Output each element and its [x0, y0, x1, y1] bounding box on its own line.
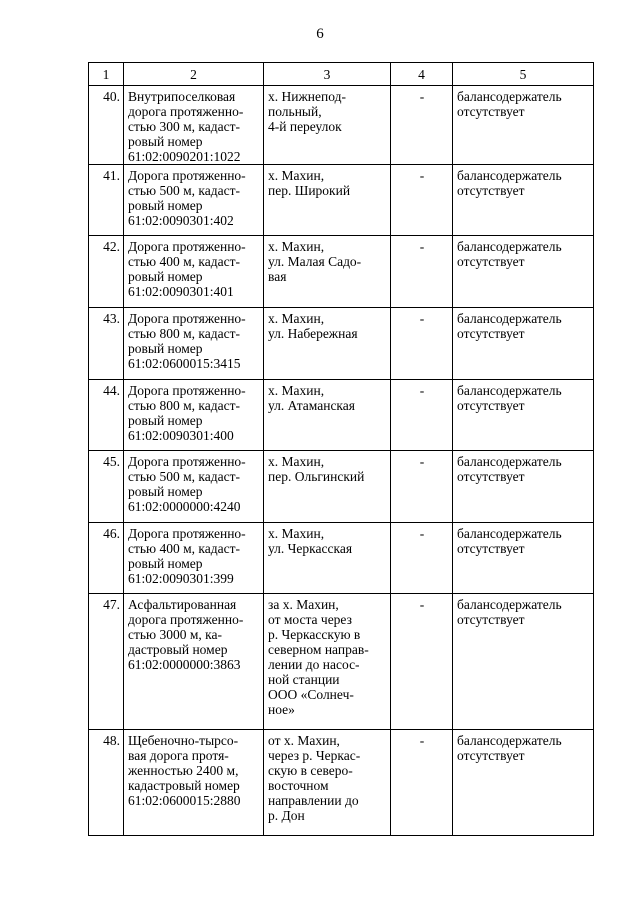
road-location-line: р. Дон [268, 808, 305, 823]
road-location-line: лении до насос- [268, 657, 360, 672]
column-header-4: 4 [391, 63, 453, 86]
road-description-line: Дорога протяженно- [128, 454, 246, 469]
table-row [89, 165, 594, 236]
page-number: 6 [316, 26, 324, 42]
road-description-line: 61:02:0090301:402 [128, 213, 234, 228]
road-description-line: Асфальтированная [128, 597, 237, 612]
road-location-line: ул. Черкасская [268, 541, 353, 556]
road-description [124, 308, 264, 380]
column-header-2: 2 [124, 63, 264, 86]
owner-cell: - [391, 380, 453, 451]
road-location [264, 730, 391, 836]
holder-status-line: отсутствует [457, 326, 525, 341]
road-description-line: 61:02:0090301:401 [128, 284, 234, 299]
road-registry-table [88, 62, 594, 836]
road-description-line: 61:02:0000000:3863 [128, 657, 241, 672]
road-description-line: 61:02:0000000:4240 [128, 499, 241, 514]
table-header-row [89, 63, 594, 86]
road-location-line: за х. Махин, [268, 597, 339, 612]
holder-status-line: балансодержатель [457, 89, 562, 104]
road-location-line: х. Махин, [268, 454, 325, 469]
holder-status-line: отсутствует [457, 612, 525, 627]
owner-cell: - [391, 308, 453, 380]
row-number: 42. [89, 236, 124, 308]
road-location-line: р. Черкасскую в [268, 627, 361, 642]
holder-status [453, 236, 594, 308]
row-number: 47. [89, 594, 124, 730]
holder-status-line: балансодержатель [457, 454, 562, 469]
road-location [264, 380, 391, 451]
road-description-line: стью 400 м, кадаст- [128, 541, 241, 556]
column-header-5: 5 [453, 63, 594, 86]
holder-status-line: балансодержатель [457, 597, 562, 612]
owner-cell: - [391, 451, 453, 523]
road-location-line: ное» [268, 702, 295, 717]
road-description-line: стью 500 м, кадаст- [128, 469, 241, 484]
holder-status [453, 308, 594, 380]
table-row [89, 380, 594, 451]
row-number: 43. [89, 308, 124, 380]
row-number: 40. [89, 86, 124, 165]
road-location-line: х. Махин, [268, 239, 325, 254]
road-location-line: польный, [268, 104, 322, 119]
road-description-line: дастровый номер [128, 642, 228, 657]
road-description-line: ровый номер [128, 269, 203, 284]
road-location-line: скую в северо- [268, 763, 353, 778]
holder-status-line: балансодержатель [457, 526, 562, 541]
table-row [89, 451, 594, 523]
road-description-line: стью 500 м, кадаст- [128, 183, 241, 198]
road-location-line: пер. Ольгинский [268, 469, 365, 484]
road-description-line: стью 800 м, кадаст- [128, 398, 241, 413]
road-location-line: ул. Малая Садо- [268, 254, 362, 269]
table-row [89, 86, 594, 165]
road-description-line: ровый номер [128, 484, 203, 499]
road-location [264, 86, 391, 165]
row-number: 44. [89, 380, 124, 451]
table-row [89, 730, 594, 836]
road-description [124, 236, 264, 308]
holder-status-line: балансодержатель [457, 239, 562, 254]
table-row [89, 523, 594, 594]
holder-status-line: отсутствует [457, 398, 525, 413]
road-description-line: 61:02:0090301:399 [128, 571, 234, 586]
row-number: 46. [89, 523, 124, 594]
holder-status-line: отсутствует [457, 748, 525, 763]
road-location [264, 308, 391, 380]
road-description [124, 730, 264, 836]
road-location-line: северном направ- [268, 642, 369, 657]
road-description-line: стью 3000 м, ка- [128, 627, 223, 642]
road-location [264, 451, 391, 523]
road-location-line: ул. Набережная [268, 326, 358, 341]
holder-status [453, 380, 594, 451]
table-row [89, 236, 594, 308]
row-number: 45. [89, 451, 124, 523]
road-description-line: дорога протяженно- [128, 104, 244, 119]
owner-cell: - [391, 523, 453, 594]
road-description-line: стью 400 м, кадаст- [128, 254, 241, 269]
owner-cell: - [391, 86, 453, 165]
road-location-line: восточном [268, 778, 329, 793]
holder-status-line: отсутствует [457, 469, 525, 484]
holder-status [453, 86, 594, 165]
holder-status [453, 523, 594, 594]
road-description-line: Дорога протяженно- [128, 526, 246, 541]
road-description-line: Дорога протяженно- [128, 239, 246, 254]
road-description-line: кадастровый номер [128, 778, 240, 793]
road-description-line: женностью 2400 м, [128, 763, 239, 778]
road-location-line: х. Махин, [268, 383, 325, 398]
road-description [124, 594, 264, 730]
road-location-line: 4-й переулок [268, 119, 342, 134]
owner-cell: - [391, 730, 453, 836]
road-description [124, 86, 264, 165]
holder-status-line: балансодержатель [457, 383, 562, 398]
road-location-line: х. Махин, [268, 168, 325, 183]
holder-status-line: отсутствует [457, 104, 525, 119]
holder-status-line: балансодержатель [457, 733, 562, 748]
road-description-line: ровый номер [128, 134, 203, 149]
road-description-line: стью 800 м, кадаст- [128, 326, 241, 341]
row-number: 48. [89, 730, 124, 836]
road-location-line: х. Нижнепод- [268, 89, 346, 104]
road-location-line: направлении до [268, 793, 359, 808]
road-location [264, 165, 391, 236]
road-description-line: ровый номер [128, 556, 203, 571]
road-location-line: ной станции [268, 672, 340, 687]
holder-status [453, 594, 594, 730]
road-description-line: Дорога протяженно- [128, 383, 246, 398]
holder-status-line: балансодержатель [457, 168, 562, 183]
road-description-line: Внутрипоселковая [128, 89, 236, 104]
road-description-line: ровый номер [128, 413, 203, 428]
holder-status-line: отсутствует [457, 541, 525, 556]
road-location-line: вая [268, 269, 287, 284]
road-location-line: х. Махин, [268, 526, 325, 541]
road-location [264, 594, 391, 730]
road-description-line: вая дорога протя- [128, 748, 229, 763]
road-location-line: от х. Махин, [268, 733, 340, 748]
road-description-line: 61:02:0090201:1022 [128, 149, 241, 164]
owner-cell: - [391, 165, 453, 236]
column-header-3: 3 [264, 63, 391, 86]
road-description-line: дорога протяженно- [128, 612, 244, 627]
road-description-line: Щебеночно-тырсо- [128, 733, 239, 748]
owner-cell: - [391, 236, 453, 308]
road-location-line: через р. Черкас- [268, 748, 361, 763]
road-description-line: ровый номер [128, 198, 203, 213]
road-description-line: Дорога протяженно- [128, 168, 246, 183]
road-location-line: ул. Атаманская [268, 398, 355, 413]
holder-status-line: балансодержатель [457, 311, 562, 326]
road-description-line: ровый номер [128, 341, 203, 356]
road-description-line: 61:02:0600015:2880 [128, 793, 241, 808]
road-location [264, 523, 391, 594]
owner-cell: - [391, 594, 453, 730]
road-location-line: от моста через [268, 612, 352, 627]
holder-status [453, 165, 594, 236]
table-row [89, 308, 594, 380]
holder-status [453, 451, 594, 523]
road-description [124, 380, 264, 451]
road-description [124, 165, 264, 236]
road-location [264, 236, 391, 308]
road-description [124, 523, 264, 594]
road-description-line: 61:02:0600015:3415 [128, 356, 241, 371]
holder-status-line: отсутствует [457, 254, 525, 269]
road-location-line: пер. Широкий [268, 183, 351, 198]
column-header-1: 1 [89, 63, 124, 86]
holder-status [453, 730, 594, 836]
table-row [89, 594, 594, 730]
holder-status-line: отсутствует [457, 183, 525, 198]
row-number: 41. [89, 165, 124, 236]
road-location-line: х. Махин, [268, 311, 325, 326]
road-description-line: 61:02:0090301:400 [128, 428, 234, 443]
road-description-line: стью 300 м, кадаст- [128, 119, 241, 134]
road-description-line: Дорога протяженно- [128, 311, 246, 326]
road-description [124, 451, 264, 523]
table-body [89, 86, 594, 836]
road-location-line: ООО «Солнеч- [268, 687, 354, 702]
